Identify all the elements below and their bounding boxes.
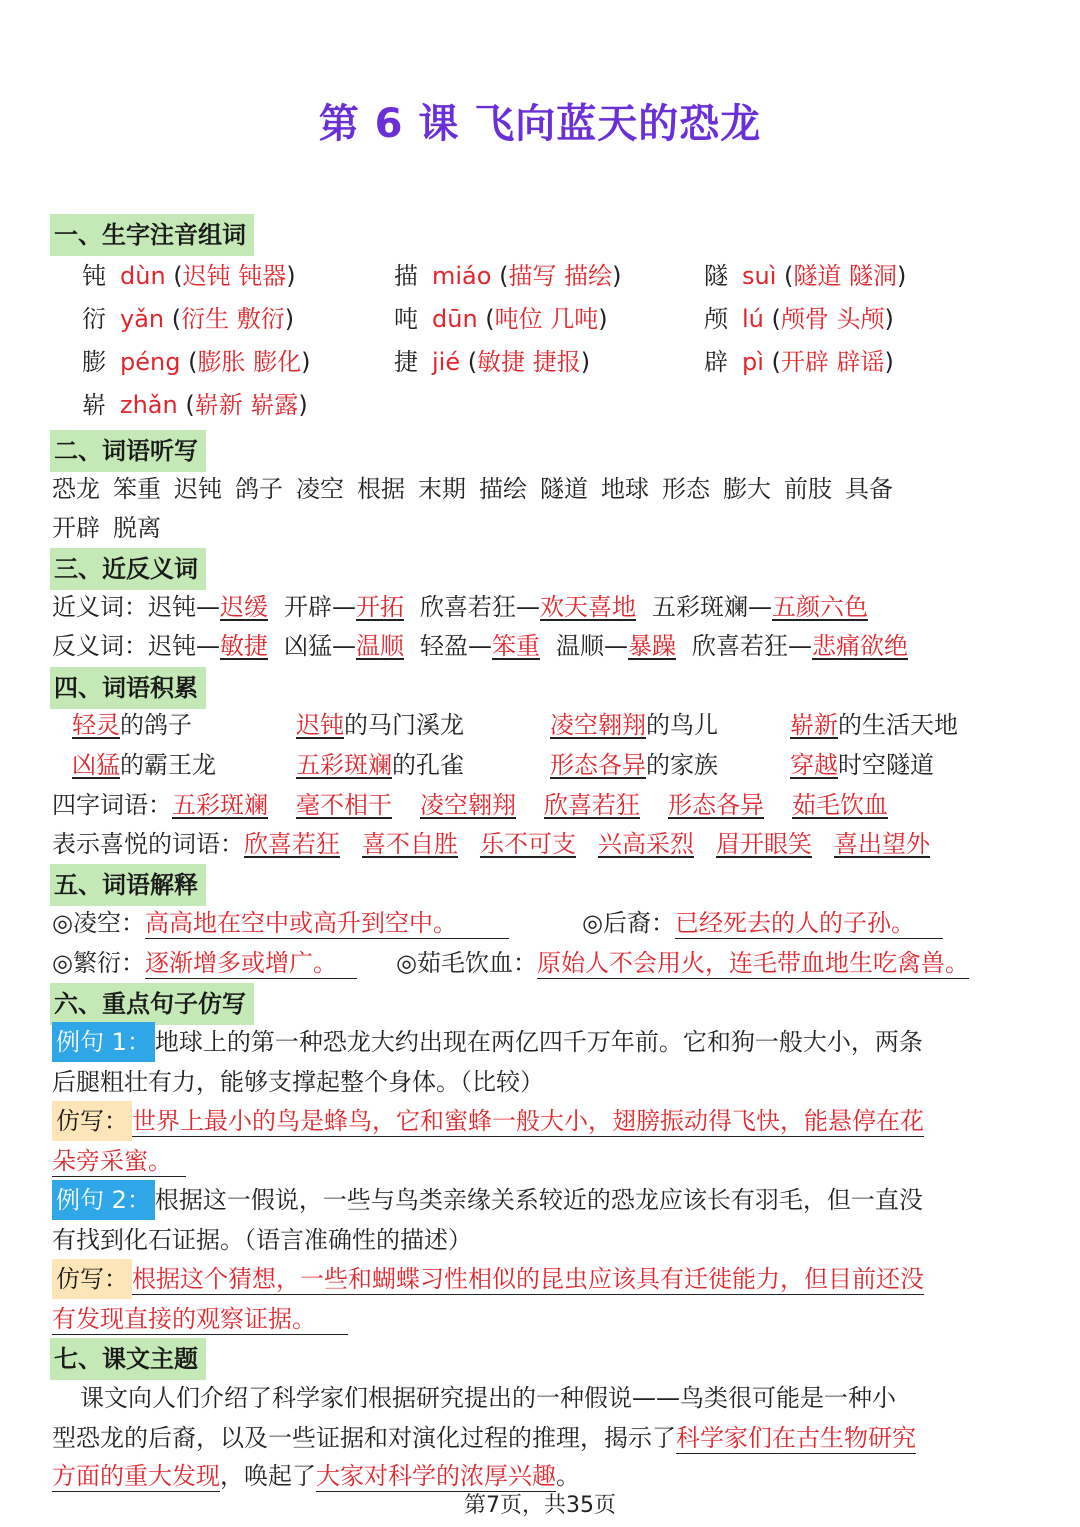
word-answer: 喜出望外: [834, 830, 930, 858]
theme-text: 型恐龙的后裔，以及一些证据和对演化过程的推理，揭示了: [52, 1424, 676, 1452]
word: 钝器: [238, 262, 287, 290]
theme-line-2: [52, 1420, 916, 1456]
space: [245, 348, 253, 376]
pair-answer: 暴躁: [628, 632, 676, 660]
word-answer: 欣喜若狂: [544, 791, 640, 819]
paren: ): [897, 262, 907, 290]
phrase-text: 的鸟儿: [646, 711, 718, 739]
character: 隧: [704, 262, 728, 290]
theme-key-phrase: 大家对科学的浓厚兴趣: [316, 1462, 556, 1490]
imitation-2-text: 根据这个猜想，一些和蝴蝶习性相似的昆虫应该具有迁徙能力，但目前还没: [132, 1265, 924, 1293]
word: 敏捷: [477, 348, 526, 376]
antonyms-line: [52, 628, 908, 664]
character-entry: [704, 301, 894, 337]
term-definition: 逐渐增多或增广。: [145, 948, 357, 979]
phrase-item: [72, 747, 216, 783]
dictation-word: 膨大: [723, 475, 771, 503]
word: 膨胀: [197, 348, 246, 376]
pair-answer: 开拓: [356, 593, 404, 621]
space: [229, 305, 237, 333]
line-label: 近义词：: [52, 593, 148, 621]
phrase-answer: 凶猛: [72, 751, 120, 779]
phrase-answer: 崭新: [790, 711, 838, 739]
pair-answer: 笨重: [492, 632, 540, 660]
section-heading-imitation: 六、重点句子仿写: [50, 983, 254, 1025]
paren: (: [460, 348, 478, 376]
word: 隧洞: [849, 262, 898, 290]
paren: ): [884, 348, 894, 376]
dictation-word: 迟钝: [174, 475, 222, 503]
character: 衍: [82, 305, 106, 333]
pinyin: jié: [432, 348, 461, 376]
word-answer: 兴高采烈: [598, 830, 694, 858]
example-1-line-1: [52, 1022, 923, 1062]
character: 崭: [82, 391, 106, 419]
explanation-row-1: [52, 905, 509, 941]
word: 头颅: [836, 305, 885, 333]
word-pair: [692, 632, 908, 660]
phrase-answer: 形态各异: [550, 751, 646, 779]
pair-answer: 欢天喜地: [540, 593, 636, 621]
term-label: ◎茹毛饮血：: [396, 949, 537, 977]
theme-key-phrase: 科学家们在古生物研究: [676, 1424, 916, 1452]
paren: (: [477, 305, 495, 333]
word-answer: 凌空翱翔: [420, 791, 516, 819]
word: 崭露: [250, 391, 299, 419]
pinyin: miáo: [432, 262, 492, 290]
character-entry: [704, 344, 894, 380]
page-footer: 第7页，共35页: [464, 1493, 616, 1518]
imitation-2-line-2: [52, 1301, 348, 1337]
phrase-text: 时空隧道: [838, 751, 934, 779]
pair-word: 欣喜若狂—: [692, 632, 812, 660]
pinyin: pì: [742, 348, 764, 376]
phrase-text: 的鸽子: [120, 711, 192, 739]
imitation-2-text-cont: 有发现直接的观察证据。: [52, 1304, 348, 1335]
phrase-item: [296, 747, 464, 783]
word-answer: 乐不可支: [480, 830, 576, 858]
word-answer: 眉开眼笑: [716, 830, 812, 858]
example-1-line-2: 后腿粗壮有力，能够支撑起整个身体。（比较）: [52, 1068, 544, 1096]
phrase-item: [790, 747, 934, 783]
paren: ): [284, 305, 295, 333]
phrase-text: 的马门溪龙: [344, 711, 464, 739]
dictation-line-2: [52, 510, 174, 546]
character-entry: [394, 258, 621, 294]
pair-word: 迟钝—: [148, 632, 220, 660]
dictation-word: 开辟: [52, 514, 100, 542]
pair-answer: 迟缓: [220, 593, 268, 621]
character-entry: [704, 258, 906, 294]
word: 敷衍: [236, 305, 285, 333]
page-title: 第 6 课 飞向蓝天的恐龙: [318, 101, 762, 147]
word-pair: [652, 593, 868, 621]
word-answer: 喜不自胜: [362, 830, 458, 858]
term-definition: 原始人不会用火，连毛带血地生吃禽兽。: [536, 949, 969, 977]
pinyin: dùn: [120, 262, 166, 290]
word: 开辟: [780, 348, 829, 376]
word: 隧道: [793, 262, 842, 290]
word-pair: [420, 632, 540, 660]
word: 描绘: [564, 262, 613, 290]
theme-line-1: 课文向人们介绍了科学家们根据研究提出的一种假说——鸟类很可能是一种小: [80, 1384, 896, 1412]
word-answer: 毫不相干: [296, 791, 392, 819]
paren: ): [612, 262, 622, 290]
space: [525, 348, 533, 376]
paren: (: [164, 305, 182, 333]
example-2-tag: 例句 2：: [52, 1180, 155, 1220]
pair-word: 开辟—: [284, 593, 356, 621]
character: 捷: [394, 348, 418, 376]
term-definition: 已经死去的人的子孙。: [675, 908, 943, 939]
paren: (: [180, 348, 198, 376]
word-pair: [148, 632, 268, 660]
paren: ): [598, 305, 608, 333]
example-2-line-1: [52, 1180, 923, 1220]
character: 钝: [82, 262, 106, 290]
imitation-1-text-cont: 朵旁采蜜。: [52, 1146, 186, 1177]
imitation-1-line-1: [52, 1101, 924, 1141]
four-char-words-line: [52, 787, 888, 823]
imitation-1-tag: 仿写：: [52, 1101, 132, 1141]
synonyms-line: [52, 589, 868, 625]
phrase-answer: 五彩斑斓: [296, 751, 392, 779]
pinyin: dūn: [432, 305, 478, 333]
dictation-word: 根据: [357, 475, 405, 503]
pair-word: 迟钝—: [148, 593, 220, 621]
space: [829, 305, 837, 333]
word: 崭新: [194, 391, 243, 419]
phrase-item: [550, 707, 718, 743]
word-pair: [284, 632, 404, 660]
paren: (: [763, 305, 781, 333]
term-definition: 高高地在空中或高升到空中。: [145, 908, 509, 939]
pinyin: zhǎn: [120, 391, 178, 419]
pair-word: 凶猛—: [284, 632, 356, 660]
pair-word: 温顺—: [556, 632, 628, 660]
dictation-word: 地球: [601, 475, 649, 503]
imitation-2-line-1: [52, 1259, 924, 1299]
word-pair: [556, 632, 676, 660]
word-answer: 欣喜若狂: [244, 830, 340, 858]
phrase-text: 的孔雀: [392, 751, 464, 779]
explanation-row-3: [52, 945, 357, 981]
dictation-word: 前肢: [784, 475, 832, 503]
pair-answer: 悲痛欲绝: [812, 632, 908, 660]
dictation-word: 具备: [845, 475, 893, 503]
phrase-item: [550, 747, 718, 783]
theme-text: ，唤起了: [220, 1462, 316, 1490]
word: 描写: [508, 262, 557, 290]
phrase-text: 的生活天地: [838, 711, 958, 739]
phrase-item: [72, 707, 192, 743]
joy-words-line: [52, 826, 930, 862]
phrase-answer: 迟钝: [296, 711, 344, 739]
word-answer: 五彩斑斓: [172, 791, 268, 819]
pinyin: yǎn: [120, 305, 165, 333]
word: 辟谣: [836, 348, 885, 376]
section-heading-characters: 一、生字注音组词: [50, 214, 254, 256]
pinyin: lú: [742, 305, 764, 333]
character-entry: [82, 387, 308, 423]
line-label: 表示喜悦的词语：: [52, 830, 244, 858]
character: 辟: [704, 348, 728, 376]
pair-word: 轻盈—: [420, 632, 492, 660]
theme-text: 。: [556, 1462, 580, 1490]
explanation-row-4: [396, 945, 969, 981]
line-label: 四字词语：: [52, 791, 172, 819]
dictation-word: 隧道: [540, 475, 588, 503]
paren: (: [763, 348, 781, 376]
character-entry: [82, 344, 310, 380]
paren: ): [298, 391, 308, 419]
phrase-answer: 轻灵: [72, 711, 120, 739]
dictation-word: 鸽子: [235, 475, 283, 503]
word-pair: [420, 593, 636, 621]
character-entry: [82, 258, 296, 294]
dictation-word: 笨重: [113, 475, 161, 503]
word: 捷报: [532, 348, 581, 376]
pair-word: 欣喜若狂—: [420, 593, 540, 621]
section-heading-accumulation: 四、词语积累: [50, 667, 206, 709]
word: 迟钝: [182, 262, 231, 290]
word: 膨化: [253, 348, 302, 376]
dictation-word: 恐龙: [52, 475, 100, 503]
dictation-word: 凌空: [296, 475, 344, 503]
section-heading-dictation: 二、词语听写: [50, 430, 206, 472]
space: [556, 262, 564, 290]
imitation-1-text: 世界上最小的鸟是蜂鸟，它和蜜蜂一般大小，翅膀振动得飞快，能悬停在花: [132, 1107, 924, 1135]
term-label: ◎繁衍：: [52, 949, 145, 977]
character: 颅: [704, 305, 728, 333]
section-heading-synonyms: 三、近反义词: [50, 548, 206, 590]
dictation-word: 形态: [662, 475, 710, 503]
word-pair: [148, 593, 268, 621]
word-pair: [284, 593, 404, 621]
character: 吨: [394, 305, 418, 333]
space: [829, 348, 837, 376]
imitation-2-tag: 仿写：: [52, 1259, 132, 1299]
phrase-item: [790, 707, 958, 743]
word: 几吨: [550, 305, 599, 333]
phrase-answer: 凌空翱翔: [550, 711, 646, 739]
paren: (: [165, 262, 183, 290]
paren: ): [301, 348, 311, 376]
term-label: ◎后裔：: [582, 909, 675, 937]
line-label: 反义词：: [52, 632, 148, 660]
example-2-line-2: 有找到化石证据。（语言准确性的描述）: [52, 1226, 472, 1254]
pinyin: suì: [742, 262, 777, 290]
section-heading-theme: 七、课文主题: [50, 1338, 206, 1380]
pair-word: 五彩斑斓—: [652, 593, 772, 621]
word: 衍生: [181, 305, 230, 333]
paren: ): [580, 348, 591, 376]
word: 吨位: [494, 305, 543, 333]
dictation-word: 脱离: [113, 514, 161, 542]
phrase-text: 的霸王龙: [120, 751, 216, 779]
term-label: ◎凌空：: [52, 909, 145, 937]
imitation-1-line-2: [52, 1143, 186, 1179]
character: 描: [394, 262, 418, 290]
example-1-text: 地球上的第一种恐龙大约出现在两亿四千万年前。它和狗一般大小，两条: [154, 1028, 923, 1056]
word: 颅骨: [780, 305, 829, 333]
example-2-text: 根据这一假说，一些与鸟类亲缘关系较近的恐龙应该长有羽毛，但一直没: [154, 1186, 923, 1214]
character: 膨: [82, 348, 106, 376]
dictation-word: 末期: [418, 475, 466, 503]
explanation-row-2: [582, 905, 943, 941]
character-entry: [394, 344, 590, 380]
phrase-answer: 穿越: [790, 751, 838, 779]
space: [841, 262, 849, 290]
example-1-tag: 例句 1：: [52, 1022, 155, 1062]
character-entry: [394, 301, 608, 337]
pair-answer: 敏捷: [220, 632, 268, 660]
paren: ): [884, 305, 894, 333]
theme-key-phrase: 方面的重大发现: [52, 1462, 220, 1490]
dictation-line-1: [52, 471, 906, 507]
paren: ): [286, 262, 296, 290]
pair-answer: 五颜六色: [772, 593, 868, 621]
phrase-text: 的家族: [646, 751, 718, 779]
pair-answer: 温顺: [356, 632, 404, 660]
section-heading-explanation: 五、词语解释: [50, 864, 206, 906]
paren: (: [776, 262, 794, 290]
paren: (: [491, 262, 509, 290]
character-entry: [82, 301, 294, 337]
word-answer: 茹毛饮血: [792, 791, 888, 819]
word-answer: 形态各异: [668, 791, 764, 819]
phrase-item: [296, 707, 464, 743]
pinyin: péng: [120, 348, 181, 376]
dictation-word: 描绘: [479, 475, 527, 503]
paren: (: [177, 391, 195, 419]
